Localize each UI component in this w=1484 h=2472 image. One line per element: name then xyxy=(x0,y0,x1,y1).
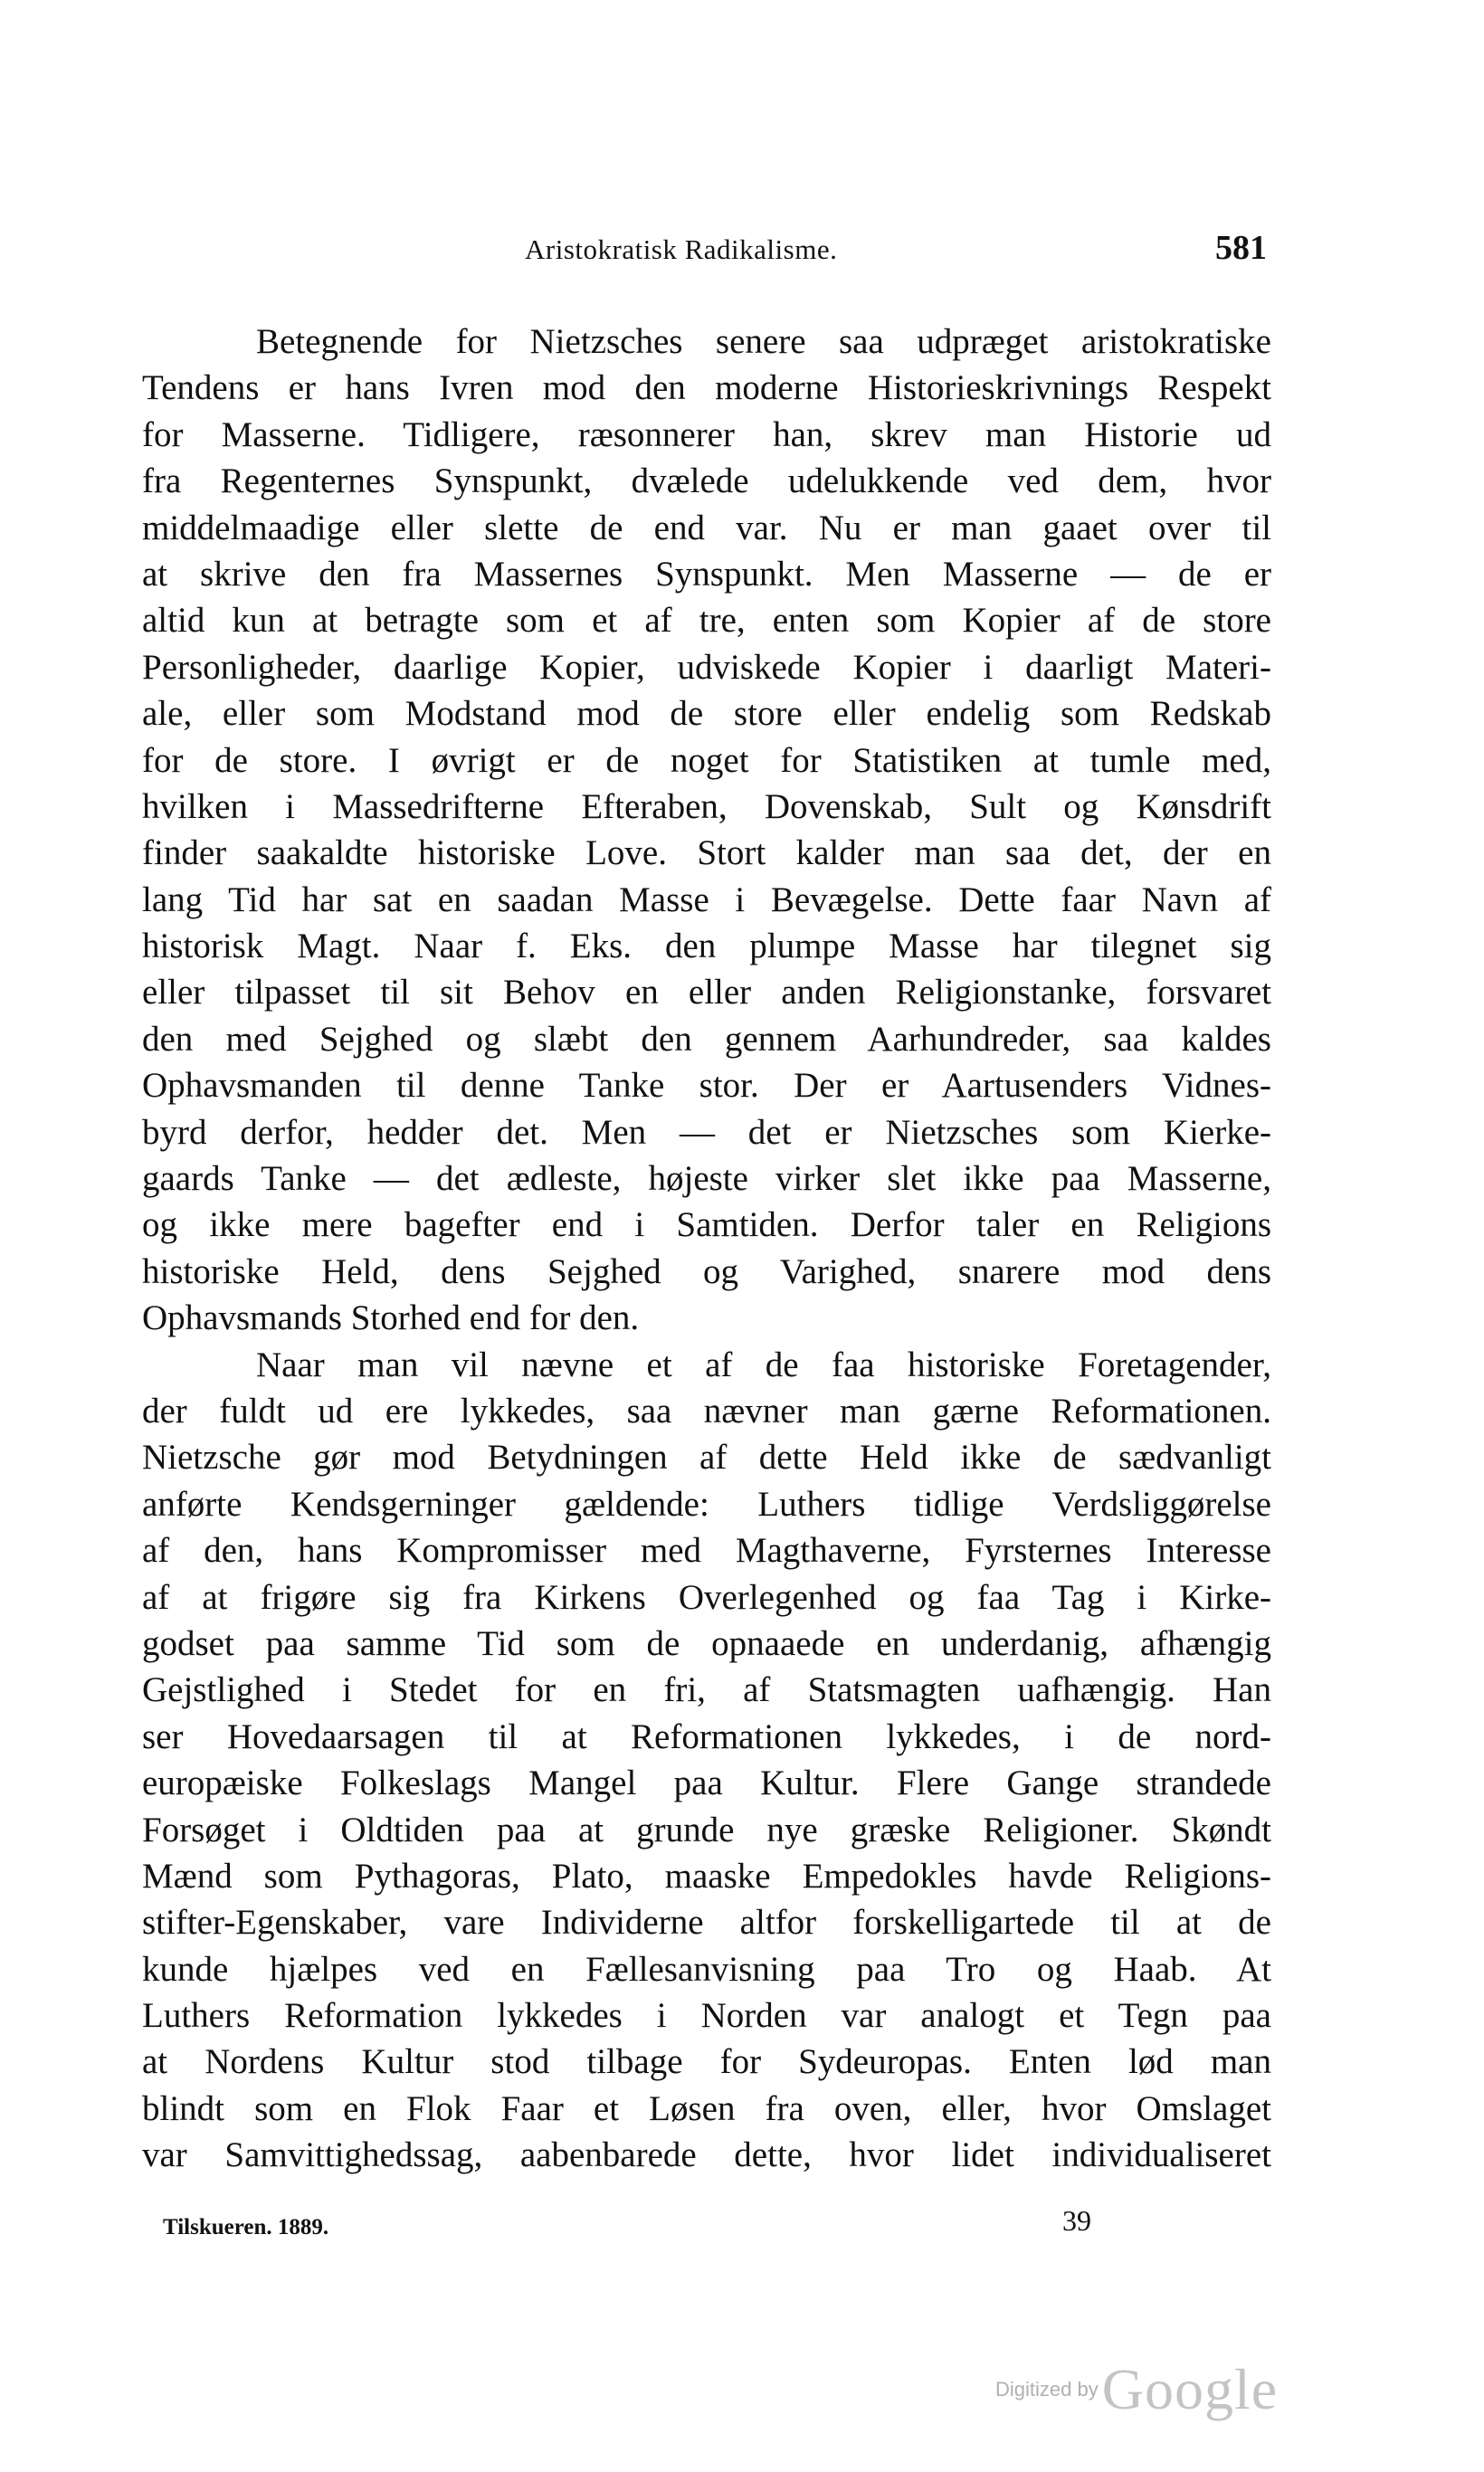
text-line: og ikke mere bagefter end i Samtiden. Derfor taler en Religions xyxy=(142,1205,1271,1245)
text-line: at skrive den fra Massernes Synspunkt. Men Masserne — de er xyxy=(142,554,1271,594)
text-line: af den, hans Kompromisser med Magthaverne, Fyrsternes Interesse xyxy=(142,1531,1271,1571)
text-line: Luthers Reformation lykkedes i Norden var analogt et Tegn paa xyxy=(142,1996,1271,2036)
text-line: blindt som en Flok Faar et Løsen fra oven, eller, hvor Omslaget xyxy=(142,2088,1271,2128)
signature-mark: 39 xyxy=(1062,2204,1091,2237)
digitized-by-label: Digitized by xyxy=(995,2378,1099,2401)
text-line: gaards Tanke — det ædleste, højeste virker slet ikke paa Masserne, xyxy=(142,1159,1271,1199)
text-line: middelmaadige eller slette de end var. Nu er man gaaet over til xyxy=(142,508,1271,547)
text-line: anførte Kendsgerninger gældende: Luthers tidlige Verdsliggørelse xyxy=(142,1484,1271,1524)
journal-footer: Tilskueren. 1889. xyxy=(163,2215,329,2239)
text-line: Forsøget i Oldtiden paa at grunde nye græske Religioner. Skøndt xyxy=(142,1810,1271,1849)
text-line: stifter-Egenskaber, vare Individerne altfor forskelligartede til at de xyxy=(142,1903,1271,1943)
text-line: der fuldt ud ere lykkedes, saa nævner man gærne Reformationen. xyxy=(142,1391,1271,1431)
text-line: Nietzsche gør mod Betydningen af dette Held ikke de sædvanligt xyxy=(142,1438,1271,1478)
text-line: at Nordens Kultur stod tilbage for Sydeuropas. Enten lød man xyxy=(142,2042,1271,2082)
text-line: kunde hjælpes ved en Fællesanvisning paa Tro og Haab. At xyxy=(142,1949,1271,1989)
text-line: den med Sejghed og slæbt den gennem Aarhundreder, saa kaldes xyxy=(142,1019,1271,1059)
body-text xyxy=(142,319,1271,2179)
text-line: lang Tid har sat en saadan Masse i Bevægelse. Dette faar Navn af xyxy=(142,879,1271,919)
text-line: Gejstlighed i Stedet for en fri, af Statsmagten uafhængig. Han xyxy=(142,1670,1271,1710)
text-line: europæiske Folkeslags Mangel paa Kultur. Flere Gange strandede xyxy=(142,1764,1271,1803)
text-line: ser Hovedaarsagen til at Reformationen lykkedes, i de nord- xyxy=(142,1716,1271,1756)
text-line: af at frigøre sig fra Kirkens Overlegenhed og faa Tag i Kirke- xyxy=(142,1577,1271,1617)
text-line: Tendens er hans Ivren mod den moderne Historieskrivnings Respekt xyxy=(142,368,1271,408)
text-line: historisk Magt. Naar f. Eks. den plumpe Masse har tilegnet sig xyxy=(142,927,1271,966)
text-line: byrd derfor, hedder det. Men — det er Nietzsches som Kierke- xyxy=(142,1112,1271,1152)
text-line: for Masserne. Tidligere, ræsonnerer han, skrev man Historie ud xyxy=(142,414,1271,454)
text-line: Naar man vil nævne et af de faa historiske Foretagender, xyxy=(256,1345,1271,1384)
text-line: Betegnende for Nietzsches senere saa udpræget aristokratiske xyxy=(256,322,1271,361)
text-line: historiske Held, dens Sejghed og Varighed, snarere mod dens xyxy=(142,1251,1271,1291)
text-line: hvilken i Massedrifterne Efteraben, Dovenskab, Sult og Kønsdrift xyxy=(142,786,1271,826)
text-line: Mænd som Pythagoras, Plato, maaske Empedokles havde Religions- xyxy=(142,1856,1271,1896)
google-logo: Google xyxy=(1101,2357,1279,2421)
digitized-watermark xyxy=(995,2356,1278,2423)
text-line: finder saakaldte historiske Love. Stort kalder man saa det, der en xyxy=(142,833,1271,873)
text-line: godset paa samme Tid som de opnaaede en underdanig, afhængig xyxy=(142,1623,1271,1663)
text-line: eller tilpasset til sit Behov en eller anden Religionstanke, forsvaret xyxy=(142,973,1271,1013)
text-line: Ophavsmands Storhed end for den. xyxy=(142,1298,640,1338)
text-line: altid kun at betragte som et af tre, enten som Kopier af de store xyxy=(142,601,1271,641)
text-line: fra Regenternes Synspunkt, dvælede udelukkende ved dem, hvor xyxy=(142,461,1271,501)
text-line: var Samvittighedssag, aabenbarede dette, hvor lidet individualiseret xyxy=(142,2135,1271,2175)
text-line: Personligheder, daarlige Kopier, udviskede Kopier i daarligt Materi- xyxy=(142,647,1271,687)
text-line: ale, eller som Modstand mod de store eller endelig som Redskab xyxy=(142,694,1271,734)
running-title: Aristokratisk Radikalisme. xyxy=(525,233,838,265)
text-line: Ophavsmanden til denne Tanke stor. Der er Aartusenders Vidnes- xyxy=(142,1066,1271,1106)
page-number: 581 xyxy=(1215,229,1267,267)
text-line: for de store. I øvrigt er de noget for Statistiken at tumle med, xyxy=(142,740,1271,780)
